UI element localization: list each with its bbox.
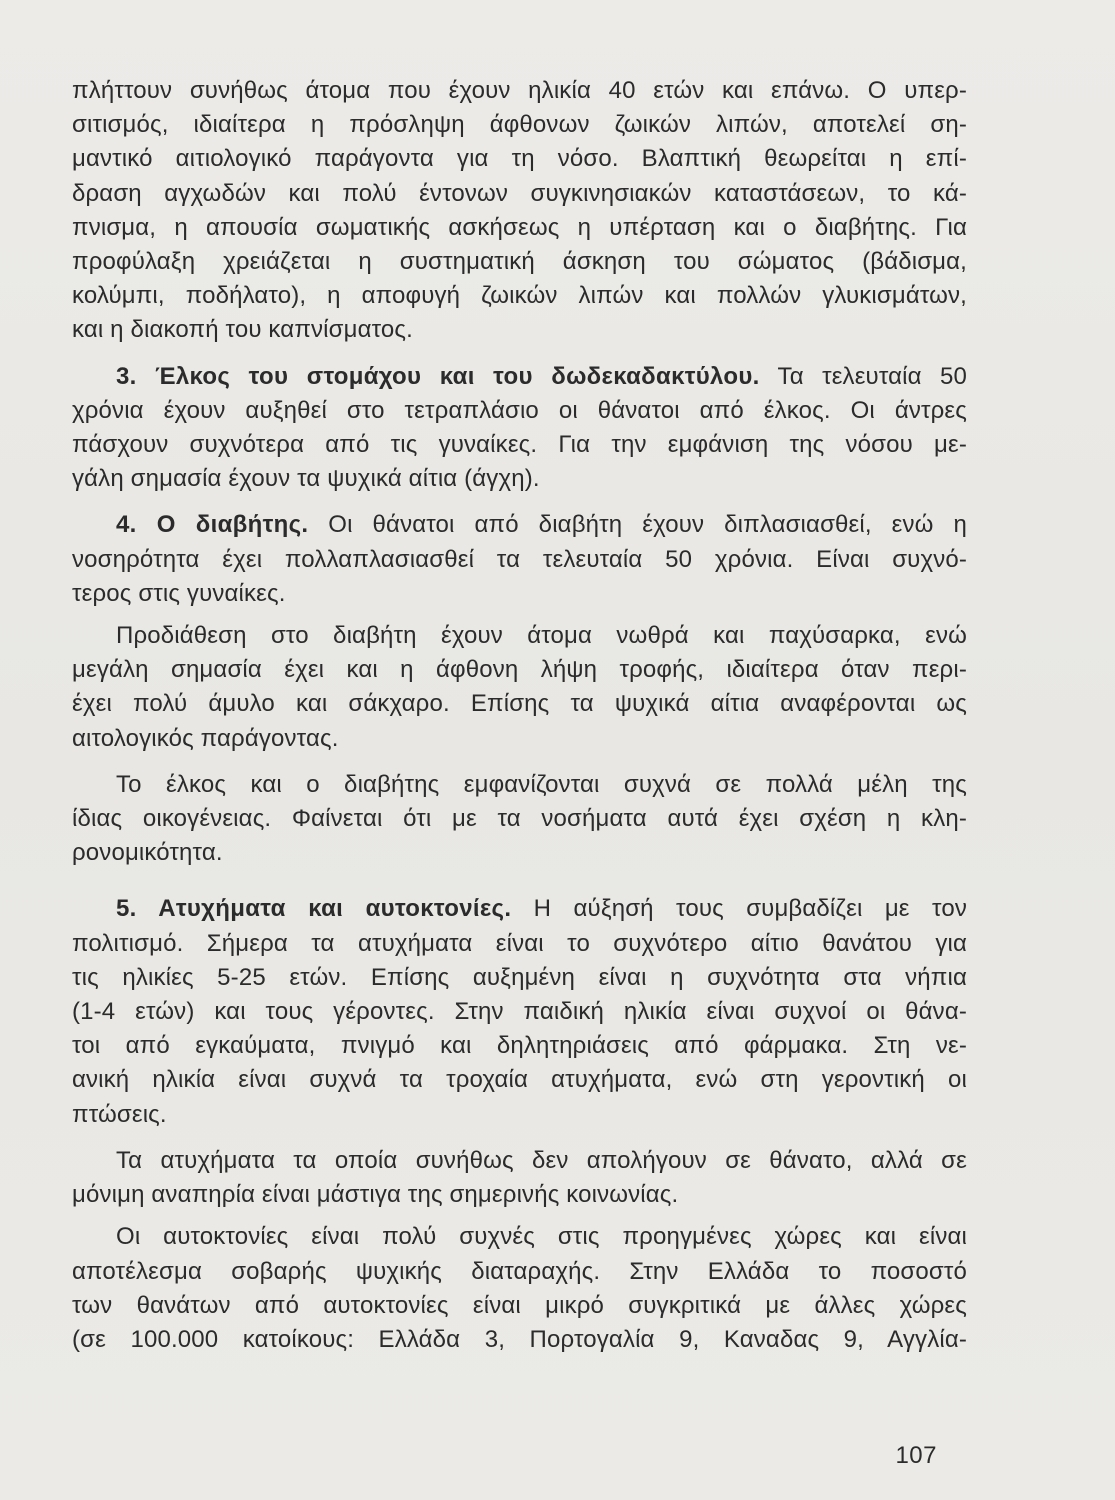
paragraph-ulcer [72,360,967,497]
text-line: πτώσεις. [72,1100,167,1128]
paragraph-heredity [72,768,967,871]
text-line: ίδιας οικογένειας. Φαίνεται ότι με τα νοσήματα αυτά έχει σχέση η κλη- [72,805,967,833]
text-line: κολύμπι, ποδήλατο), η αποφυγή ζωικών λιπών και πολλών γλυκισμάτων, [72,282,967,310]
text-line: Τα ατυχήματα τα οποία συνήθως δεν απολήγουν σε θάνατο, αλλά σε [116,1146,967,1174]
text-line: τερος στις γυναίκες. [72,579,286,607]
text-line: αιτολογικός παράγοντας. [72,724,339,752]
text-line [72,360,967,394]
text-line: δραση αγχωδών και πολύ έντονων συγκινησιακών καταστάσεων, το κά- [72,179,967,207]
text-line: και η διακοπή του καπνίσματος. [72,316,413,344]
text-line: αποτέλεσμα σοβαρής ψυχικής διαταραχής. Στην Ελλάδα το ποσοστό [72,1257,967,1285]
text-line [72,508,967,542]
text-line: έχει πολύ άμυλο και σάκχαρο. Επίσης τα ψυχικά αίτια αναφέρονται ως [72,690,967,718]
text-line: προφύλαξη χρειάζεται η συστηματική άσκηση του σώματος (βάδισμα, [72,248,967,276]
text-line: γάλη σημασία έχουν τα ψυχικά αίτια (άγχη). [72,465,540,493]
text-line: χρόνια έχουν αυξηθεί στο τετραπλάσιο οι θάνατοι από έλκος. Οι άντρες [72,396,967,424]
text-line: ανική ηλικία είναι συχνά τα τροχαία ατυχήματα, ενώ στη γεροντική οι [72,1066,967,1094]
text-line: πάσχουν συχνότερα από τις γυναίκες. Για την εμφάνιση της νόσου με- [72,431,967,459]
text-line: Οι αυτοκτονίες είναι πολύ συχνές στις προηγμένες χώρες και είναι [116,1223,967,1251]
section-heading-diabetes: 4. Ο διαβήτης. [116,511,309,539]
paragraph-diabetes [72,508,967,611]
text-line: των θανάτων από αυτοκτονίες είναι μικρό συγκριτικά με άλλες χώρες [72,1291,967,1319]
paragraph-disability [72,1144,967,1212]
text-line: μαντικό αιτιολογικό παράγοντα για τη νόσο. Βλαπτική θεωρείται η επί- [72,145,967,173]
body-text [72,74,967,1357]
paragraph-intro [72,74,967,348]
heading-continuation: Η αύξησή τους συμβαδίζει με τον [533,895,967,923]
heading-continuation: Οι θάνατοι από διαβήτη έχουν διπλασιασθεί, ενώ η [328,511,967,539]
text-line: μόνιμη αναπηρία είναι μάστιγα της σημερινής κοινωνίας. [72,1181,679,1209]
paragraph-predisposition [72,619,967,756]
text-line: (1-4 ετών) και τους γέροντες. Στην παιδική ηλικία είναι συχνοί οι θάνα- [72,998,967,1026]
paragraph-suicides [72,1220,967,1357]
text-line: Προδιάθεση στο διαβήτη έχουν άτομα νωθρά και παχύσαρκα, ενώ [116,622,967,650]
text-line: πολιτισμό. Σήμερα τα ατυχήματα είναι το συχνότερο αίτιο θανάτου για [72,929,967,957]
section-heading-ulcer: 3. Έλκος του στομάχου και του δωδεκαδακτύλου. [116,362,760,390]
text-line: σιτισμός, ιδιαίτερα η πρόσληψη άφθονων ζωικών λιπών, αποτελεί ση- [72,111,967,139]
page-number: 107 [895,1442,937,1469]
section-heading-accidents: 5. Ατυχήματα και αυτοκτονίες. [116,895,512,923]
text-line: ρονομικότητα. [72,839,223,867]
text-line [72,892,967,926]
text-line: (σε 100.000 κατοίκους: Ελλάδα 3, Πορτογαλία 9, Καναδας 9, Αγγλία- [72,1325,967,1353]
text-line: πνισμα, η απουσία σωματικής ασκήσεως η υπέρταση και ο διαβήτης. Για [72,213,967,241]
text-line: τοι από εγκαύματα, πνιγμό και δηλητηριάσεις από φάρμακα. Στη νε- [72,1032,967,1060]
text-line: νοσηρότητα έχει πολλαπλασιασθεί τα τελευταία 50 χρόνια. Είναι συχνό- [72,545,967,573]
text-line: μεγάλη σημασία έχει και η άφθονη λήψη τροφής, ιδιαίτερα όταν περι- [72,656,967,684]
paragraph-accidents [72,892,967,1131]
heading-continuation: Τα τελευταία 50 [777,362,967,390]
text-line: τις ηλικίες 5-25 ετών. Επίσης αυξημένη είναι η συχνότητα στα νήπια [72,963,967,991]
text-line: Το έλκος και ο διαβήτης εμφανίζονται συχνά σε πολλά μέλη της [116,770,967,798]
text-line: πλήττουν συνήθως άτομα που έχουν ηλικία 40 ετών και επάνω. Ο υπερ- [72,77,967,104]
